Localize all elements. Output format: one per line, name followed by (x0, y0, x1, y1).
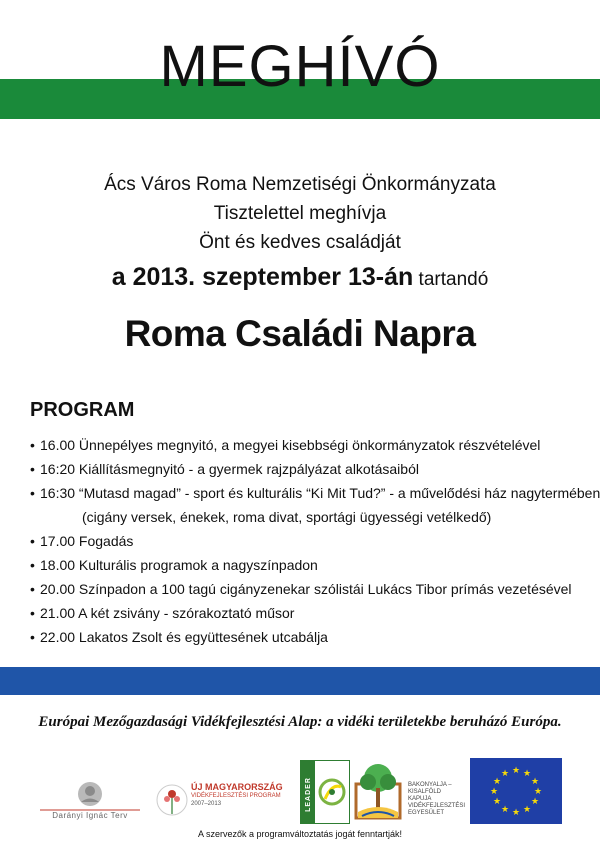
sponsor-logos (0, 750, 600, 830)
svg-text:★: ★ (500, 769, 510, 779)
program-item (30, 625, 595, 649)
eu-flag (470, 758, 562, 824)
svg-text:★: ★ (522, 769, 532, 779)
svg-text:★: ★ (511, 766, 521, 776)
eu-stars-icon (470, 758, 562, 824)
event-date-rest: tartandó (413, 269, 489, 290)
program-item (30, 433, 595, 457)
bullet: • (30, 533, 35, 549)
svg-text:★: ★ (492, 777, 502, 787)
bakony-line: KAPUJA (408, 796, 432, 802)
program-item (30, 553, 595, 577)
program-item-text: 22.00 Lakatos Zsolt és együttesének utcabálja (40, 629, 328, 645)
daranyi-label: Darányi Ignác Terv (52, 811, 128, 820)
uj-magyarorszag-logo (155, 780, 295, 825)
bullet: • (30, 629, 35, 645)
intro-line-organizer: Ács Város Roma Nemzetiségi Önkormányzata (104, 174, 496, 195)
program-item-text: 21.00 A két zsivány - szórakoztató műsor (40, 605, 295, 621)
bakony-text (408, 782, 465, 817)
program-item-text: 16:20 Kiállításmegnyitó - a gyermek rajzpályázat alkotásaiból (40, 461, 419, 477)
program-item (30, 601, 595, 625)
bullet: • (30, 581, 35, 597)
tree-gate-icon (352, 762, 404, 822)
leaf-wheel-icon (315, 769, 349, 815)
bakony-line: BAKONYALJA – (408, 782, 452, 788)
bakony-line: KISALFÖLD (408, 789, 442, 795)
blue-banner (0, 667, 600, 695)
program-list (30, 433, 600, 649)
leader-label: LEADER (304, 777, 312, 812)
program-item (30, 577, 595, 601)
bullet: • (30, 461, 35, 477)
event-date (0, 263, 600, 292)
program-item-text: 17.00 Fogadás (40, 533, 134, 549)
svg-text:★: ★ (500, 805, 510, 815)
program-item (30, 481, 600, 505)
page-title: MEGHÍVÓ (159, 34, 441, 99)
footer-note: A szervezők a programváltoztatás jogát fenntartják! (197, 829, 403, 839)
intro-line-family: Önt és kedves családját (199, 232, 401, 253)
bakonyalja-logo (352, 760, 472, 825)
program-item-text: 16:30 “Mutasd magad” - sport és kulturális “Ki Mit Tud?” - a művelődési ház nagytermében (40, 485, 600, 501)
bullet: • (30, 557, 35, 573)
program-heading: PROGRAM (30, 399, 135, 421)
flower-icon (155, 780, 189, 820)
leader-logo (300, 760, 350, 824)
program-item-text: 20.00 Színpadon a 100 tagú cigányzenekar szólistái Lukács Tibor prímás vezetésével (40, 581, 572, 597)
intro-text (0, 170, 600, 257)
program-sub-item: (cigány versek, énekek, roma divat, sportági ügyességi vetélkedő) (82, 509, 492, 525)
program-item-text: 16.00 Ünnepélyes megnyitó, a megyei kisebbségi önkormányzatok részvételével (40, 437, 541, 453)
bakony-line: EGYESÜLET (408, 810, 445, 816)
svg-text:★: ★ (533, 787, 543, 797)
program-item (30, 529, 595, 553)
event-title: Roma Családi Napra (124, 313, 476, 354)
svg-text:★: ★ (511, 808, 521, 818)
bullet: • (30, 485, 35, 501)
intro-line-invites: Tisztelettel meghívja (213, 203, 387, 224)
bullet: • (30, 437, 35, 453)
bullet: • (30, 605, 35, 621)
svg-text:★: ★ (492, 797, 502, 807)
svg-text:★: ★ (530, 777, 540, 787)
daranyi-logo (35, 780, 145, 825)
bakony-line: VIDÉKFEJLESZTÉSI (408, 803, 466, 809)
svg-text:★: ★ (530, 797, 540, 807)
svg-text:★: ★ (522, 805, 532, 815)
ujm-title: ÚJ MAGYARORSZÁG (191, 782, 283, 792)
svg-text:★: ★ (489, 787, 499, 797)
program-item-text: 18.00 Kulturális programok a nagyszínpadon (40, 557, 318, 573)
ujm-subtitle: VIDÉKFEJLESZTÉSI PROGRAM (191, 793, 281, 799)
event-date-bold: a 2013. szeptember 13-án (111, 263, 414, 291)
eu-fund-statement: Európai Mezőgazdasági Vidékfejlesztési Alap: a vidéki területekbe beruházó Európa. (38, 714, 562, 730)
ujm-years: 2007–2013 (191, 801, 222, 807)
program-item (30, 457, 595, 481)
